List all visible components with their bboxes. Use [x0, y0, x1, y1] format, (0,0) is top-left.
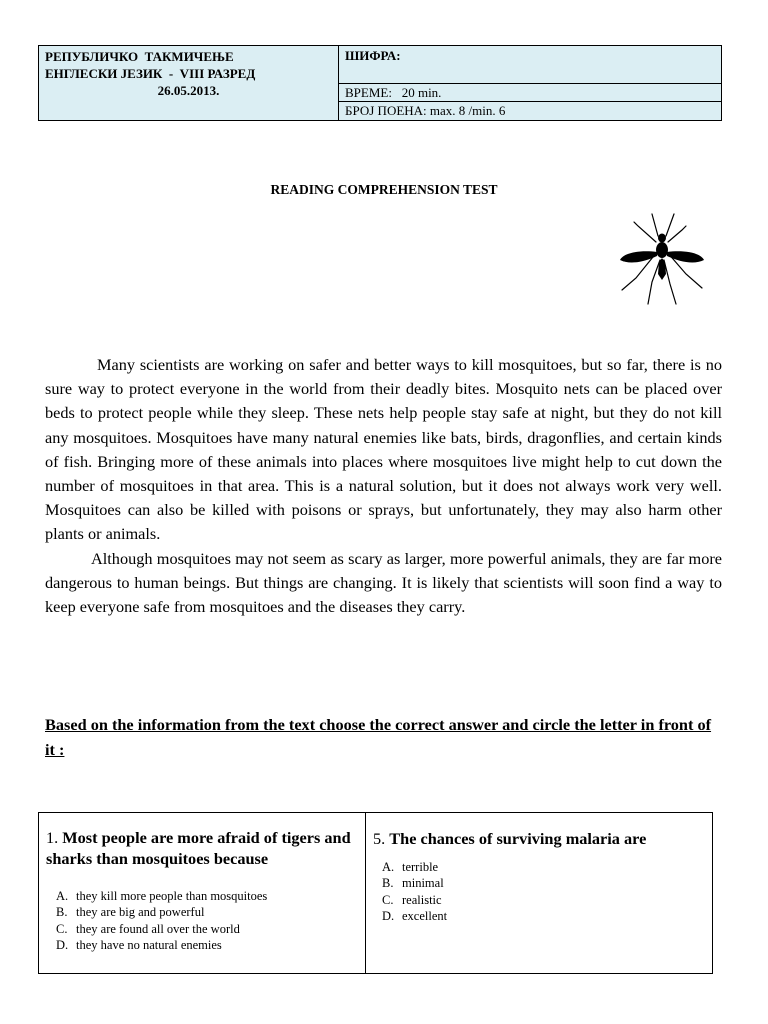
question-1 [39, 813, 366, 973]
question-1-option-b[interactable] [56, 904, 359, 920]
question-5-text: The chances of surviving malaria are [389, 829, 647, 848]
competition-date: 26.05.2013. [157, 83, 220, 98]
question-1-text: Most people are more afraid of tigers and sharks than mosquitoes because [46, 828, 351, 868]
option-text: excellent [402, 908, 448, 923]
passage-paragraph-1: Many scientists are working on safer and better ways to kill mosquitoes, but so far, there is no sure way to protect everyone in the world from their deadly bites. Mosquito nets can be placed over beds to protect people while they sleep. These nets help people stay safe at night, but they do not kill any mosquitoes. Mosquitoes have many natural enemies like bats, birds, dragonflies, and certain kinds of fish. Bringing more of these animals into places where mosquitoes live might help to cut down the number of mosquitoes in that area. This is a natural solution, but it does not always work very well. Mosquitoes can also be killed with poisons or sprays, but unfortunately, they may also harm other plants or animals. [45, 355, 722, 544]
test-info [339, 46, 721, 120]
question-1-option-a[interactable] [56, 888, 359, 904]
option-letter: C. [56, 921, 68, 936]
points-label: БРОЈ ПОЕНА: max. 8 /min. 6 [345, 103, 506, 118]
option-text: they have no natural enemies [76, 937, 222, 952]
option-text: realistic [402, 892, 442, 907]
question-5-options [373, 859, 706, 924]
question-1-number: 1. [46, 828, 59, 847]
question-5-number: 5. [373, 829, 386, 848]
instruction-text: Based on the information from the text choose the correct answer and circle the letter in front of it : [45, 715, 712, 759]
option-letter: D. [56, 937, 69, 952]
option-text: they kill more people than mosquitoes [76, 889, 268, 903]
competition-info [39, 46, 339, 120]
code-label: ШИФРА: [339, 46, 721, 84]
option-letter: A. [56, 889, 69, 903]
question-1-option-d[interactable] [56, 937, 359, 953]
option-text: minimal [402, 876, 444, 891]
option-letter: D. [382, 908, 395, 923]
mosquito-icon [612, 208, 712, 308]
question-5-stem [373, 828, 706, 849]
question-1-stem [46, 827, 359, 869]
question-5-option-a[interactable] [382, 859, 706, 875]
option-letter: C. [382, 892, 394, 907]
reading-passage [45, 353, 722, 619]
option-letter: A. [382, 860, 395, 874]
option-letter: B. [382, 876, 394, 891]
page-title: READING COMPREHENSION TEST [270, 182, 498, 197]
header-table [38, 45, 722, 121]
option-text: they are big and powerful [76, 905, 205, 920]
question-5-option-c[interactable] [382, 892, 706, 908]
question-5-option-b[interactable] [382, 875, 706, 891]
option-letter: B. [56, 905, 68, 920]
question-1-options [46, 888, 359, 953]
question-5 [366, 813, 712, 973]
question-5-option-d[interactable] [382, 908, 706, 924]
passage-paragraph-2: Although mosquitoes may not seem as scary as larger, more powerful animals, they are far more dangerous to human beings. But things are changing. It is likely that scientists will soon find a way to keep everyone safe from mosquitoes and the diseases they carry. [45, 548, 722, 617]
questions-table [38, 812, 713, 974]
competition-title: РЕПУБЛИЧКО ТАКМИЧЕЊЕ [45, 49, 234, 64]
competition-subject: ЕНГЛЕСКИ ЈЕЗИК - VIII РАЗРЕД [45, 66, 256, 81]
option-text: they are found all over the world [76, 921, 240, 936]
time-label: ВРЕМЕ: 20 min. [339, 84, 721, 102]
question-1-option-c[interactable] [56, 921, 359, 937]
option-text: terrible [402, 860, 439, 874]
